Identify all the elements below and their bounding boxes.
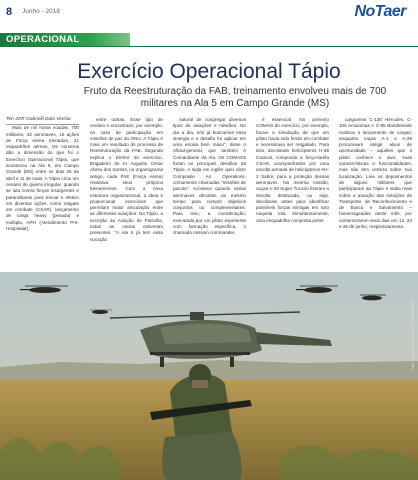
article-column-1: [6, 117, 79, 232]
article-column-2: [90, 117, 163, 243]
publication-logo[interactable]: NoTaer: [354, 3, 406, 20]
article-column-3: [173, 117, 246, 237]
page-number: 8: [6, 6, 13, 18]
column-text: é essencial. No primeiro COMAO do exercício, por exemplo, houve a simulação de que um piloto havia sido ferido em combate e necessitava ser resgatado. Para isso, decolaram helicópteros H-36 Caracal, compondo a força-tarefa CSAR, acompanhados por uma escolta armada de helicópteros AH-2 Sabre, para a proteção dessas aeronaves. Na mesma missão, caças A-29 Super Tucano fizeram a escolta destacada, ou seja, decolaram antes para identificar possíveis forças inimigas em solo naquela rota. Simultaneamente, uma esquadrilha composta pelos: [256, 117, 329, 223]
article-column-4: [256, 117, 329, 224]
article-byline: Ten JOR Gabrielli Dala Vechia: [6, 117, 79, 125]
article-body: [6, 117, 414, 270]
article-photo: [0, 272, 418, 480]
photo-credit: Foto: Sgt Bruno Batista / CECOMSAER: [410, 300, 415, 371]
section-label: OPERACIONAL: [6, 34, 80, 45]
article-subtitle: Fruto da Reestruturação da FAB, treinamento envolveu mais de 700 militares na Ala 5 em Campo Grande (MS): [83, 86, 387, 109]
page-header: [0, 0, 418, 22]
column-text: entre outras. Esse tipo de cenário é encontrado, por exemplo, no caso de participação em missões de paz da ONU. A Tápio é mais um resultado do processo de Reestruturação da FAB. Segundo explica o Diretor do exercício, Brigadeiro do Ar Augusto Cesar Abreu dos Santos, no organograma antigo, cada FAE (Força Aérea) realizava seus próprios treinamentos. Com a nova estrutura organizacional, a ideia é proporcionar exercícios que permitam maior articulação entre as diferentes aviações. Na Tápio, a exceção da Aviação de Patrulha, todas as outras estiveram presentes. "A Ala 5 já tem essa vocação: [90, 117, 163, 242]
column-text: natural de congregar diversos tipos de aviações e missões. No dia a dia, nós já buscamos essa sinergia e o desafio foi aplicar em uma escala bem maior", disse o oficial-general, que também é Comandante da Ala. Os COMAOs foram os principais desafios da Tápio. A sigla em inglês quer dizer Composite Air Operations, comumente chamadas "missões de pacote". Acontece quando várias aeronaves decolam ao mesmo tempo para cumprir objetivos conjuntos ou complementares. Para isso, a coordenação, executada por um piloto experiente com formação específica, o chamado mission commander,: [173, 117, 246, 236]
column-text: cargueiros C-130 Hércules, C-105 Amazonas e C-95 Bandeirante realizou o lançamento de cargas; enquanto caças A-1 e A-29 procuravam atingir alvos de oportunidade – aqueles que o piloto conhece o alvo, suas características e funcionalidades, mas não tem certeza sobre sua localização. Leia os depoimentos de alguns militares que participaram da Tápio e saiba mais sobre a atuação das Aviações de Transporte, de Reconhecimento e de Busca e Salvamento – homenageadas deste mês, por comemorarem seus dias em 12, 24 e 26 de junho, respectivamente.: [339, 117, 412, 230]
section-divider: [0, 46, 418, 47]
column-text: Mais de mil horas voadas, 700 militares, 42 aeronaves, 16 ações de Força Aérea treinadas, 21 esquadrões aéreos. Os números dão a dimensão do que foi o Exercício Operacional Tápio, que aconteceu na Ala 5, em Campo Grande (MS) entre os dias 25 de abril e 11 de maio. A Tápio criou um cenário de guerra irregular, quando se luta contra forças insurgentes e paramilitares para treinar o efetivo em diversas ações, como resgate em combate (CSAR), lançamento de carga heavy (pesada) e múltipla, APH (Atendimento Pré-Hospitalar),: [6, 125, 79, 232]
article-column-5: [339, 117, 412, 230]
article-title: Exercício Operacional Tápio: [77, 60, 341, 83]
issue-date: Junho - 2018: [22, 8, 60, 15]
photo-illustration: [0, 272, 418, 480]
section-bar: [0, 33, 418, 47]
